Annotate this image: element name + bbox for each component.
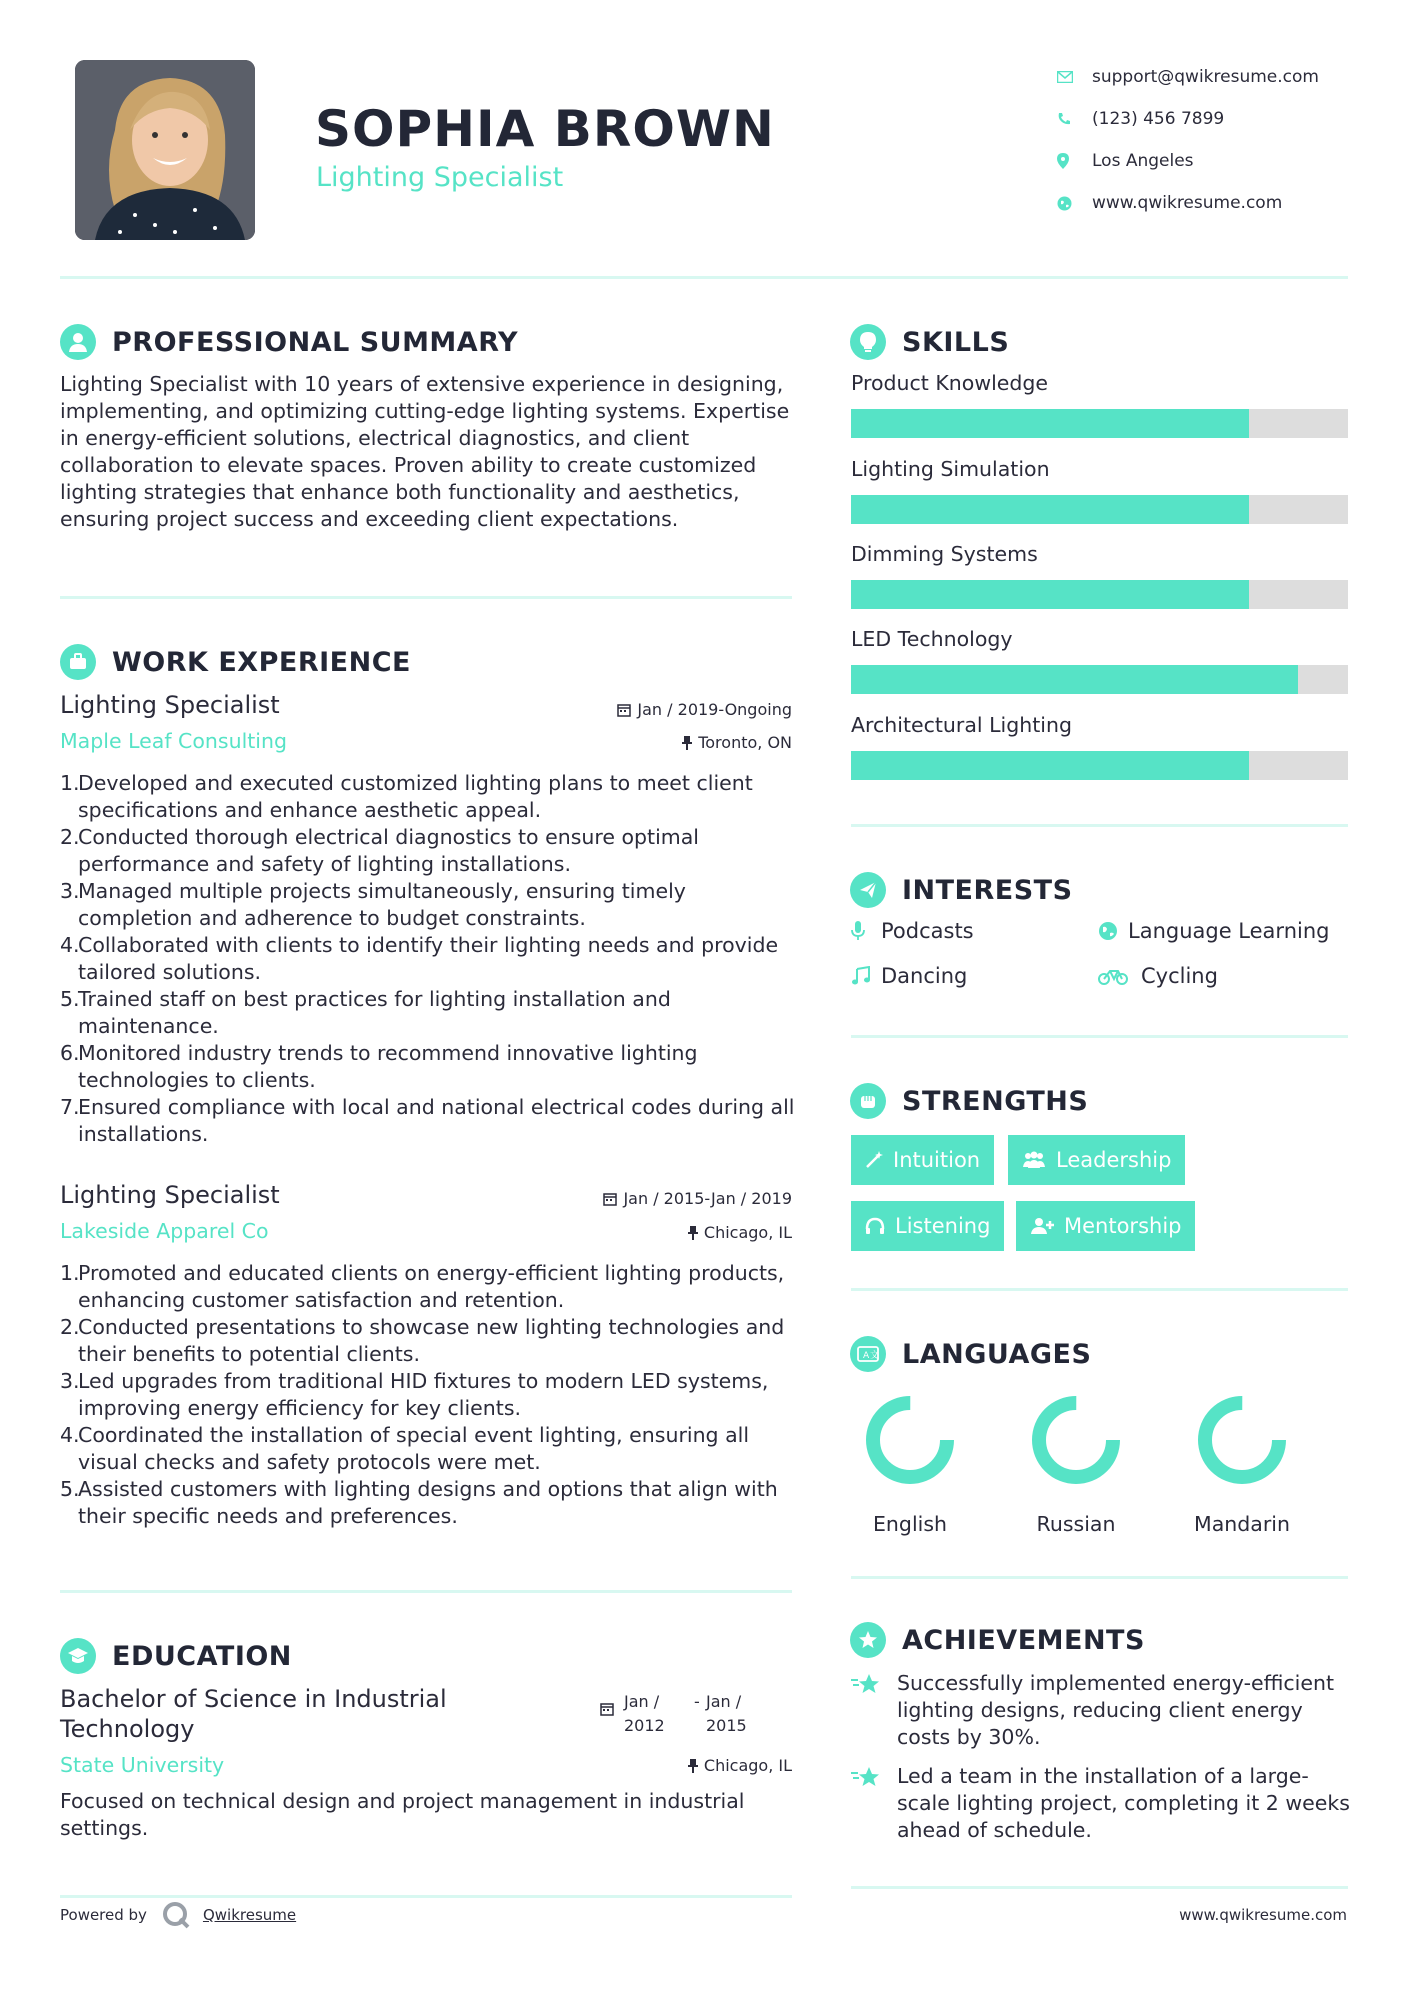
interest-label: Dancing [881,964,968,988]
list-item: 3. Managed multiple projects simultaneously, ensuring timely completion and adherence to budget constraints. [60,879,686,930]
strengths-title: STRENGTHS [902,1085,1089,1117]
summary-header [60,324,518,360]
list-item: 4. Coordinated the installation of special event lighting, ensuring all visual checks and safety protocols were met. [60,1423,750,1474]
contact-list [1057,56,1319,224]
language-name: English [872,1512,948,1536]
strength-badge-mentorship [1016,1201,1195,1251]
summary-title: PROFESSIONAL SUMMARY [112,326,519,358]
strength-label: Mentorship [1064,1214,1182,1238]
achievements-divider [851,1886,1348,1889]
strength-label: Intuition [893,1148,981,1172]
job-2-responsibilities [60,1260,795,1530]
achievements-title: ACHIEVEMENTS [902,1624,1145,1656]
job-2-date [480,1189,792,1208]
list-item: 4. Collaborated with clients to identify their lighting needs and provide tailored solutions. [60,933,779,984]
interest-podcasts [851,919,974,943]
contact-website[interactable] [1057,182,1319,224]
summary-text: Lighting Specialist with 10 years of extensive experience in designing, implementing, and optimizing cutting-edge lighting systems. Expertise in energy-efficient solutions, electrical diagnostics, and client collaboration to elevate spaces. Proven ability to create customized lighting strategies that enhance both functionality and aesthetics, ensuring project success and exceeding client expectations. [60,372,790,531]
skill-bar-track [851,665,1348,694]
list-item: 5. Assisted customers with lighting designs and options that align with their specific needs and preferences. [60,1477,778,1528]
skill-name: Lighting Simulation [851,457,1050,481]
contact-email[interactable] [1057,56,1319,98]
interests-title: INTERESTS [902,874,1073,906]
language-gauge-arc [873,1403,947,1477]
pin-icon [688,1759,698,1773]
job-2-location [480,1223,792,1242]
achievements-header [850,1622,1145,1658]
language-gauge [1026,1390,1126,1490]
list-item: 6. Monitored industry trends to recommend innovative lighting technologies to clients. [60,1041,698,1092]
calendar-icon [617,703,631,717]
skill-name: LED Technology [851,627,1013,651]
interest-dancing [851,964,967,988]
list-item: 2. Conducted thorough electrical diagnostics to ensure optimal performance and safety of lighting installations. [60,825,700,876]
qwikresume-link[interactable]: Qwikresume [202,1906,297,1924]
education-school: State University [60,1753,225,1777]
globe-icon [1098,921,1128,941]
language-item-russian [1006,1390,1146,1536]
skill-bar-fill [851,580,1249,609]
contact-phone[interactable] [1057,98,1319,140]
magic-wand-icon [865,1151,883,1169]
language-gauge [1192,1390,1292,1490]
interests-divider [851,1035,1348,1038]
list-item: 2. Conducted presentations to showcase new lighting technologies and their benefits to potential clients. [60,1315,785,1366]
music-note-icon [851,966,881,986]
svg-text:A: A [863,1351,870,1361]
header-divider [60,276,1348,279]
user-plus-icon [1030,1217,1054,1235]
skill-bar-fill [851,495,1249,524]
interest-label: Cycling [1141,964,1218,988]
interest-language-learning [1098,919,1329,943]
job-1-title: Lighting Specialist [60,691,280,719]
bicycle-icon [1098,967,1141,985]
skill-name: Product Knowledge [851,371,1049,395]
languages-divider [851,1576,1348,1579]
job-2-title: Lighting Specialist [60,1181,280,1209]
paper-plane-icon [850,872,886,908]
language-name: Russian [1036,1512,1116,1536]
interest-label: Podcasts [881,919,974,943]
skill-bar-fill [851,751,1249,780]
skill-bar-track [851,495,1348,524]
skill-name: Dimming Systems [851,542,1038,566]
achievement-item [851,1670,1351,1751]
footer-powered-by [60,1900,296,1930]
strength-badge-listening [851,1201,1004,1251]
star-icon [851,1670,897,1751]
language-item-english [840,1390,980,1536]
contact-location [1057,140,1319,182]
language-gauge [860,1390,960,1490]
strengths-header [850,1083,1088,1119]
education-header [60,1638,292,1674]
phone-icon [1057,109,1092,129]
microphone-icon [851,921,881,941]
language-gauge-arc [1039,1403,1113,1477]
contact-website-text: www.qwikresume.com [1092,193,1283,213]
interest-cycling [1098,964,1218,988]
education-start-month: Jan / [624,1692,660,1711]
envelope-icon [1057,67,1092,87]
footer-website[interactable]: www.qwikresume.com [1179,1906,1347,1924]
powered-by-label: Powered by [60,1906,147,1924]
svg-text:文: 文 [870,1351,879,1361]
skills-divider [851,824,1348,827]
strength-label: Listening [895,1214,991,1238]
headphones-icon [865,1217,885,1235]
interest-label: Language Learning [1128,919,1330,943]
job-2-date-text: Jan / 2015-Jan / 2019 [623,1189,792,1208]
languages-title: LANGUAGES [902,1338,1092,1370]
education-text: Focused on technical design and project management in industrial settings. [60,1789,745,1840]
list-item: 1. Promoted and educated clients on energy-efficient lighting products, enhancing customer satisfaction and retention. [60,1261,785,1312]
job-1-responsibilities [60,770,795,1148]
skill-bar-track [851,751,1348,780]
languages-header [850,1336,1091,1372]
skill-bar-track [851,409,1348,438]
list-item: 3. Led upgrades from traditional HID fixtures to modern LED systems, improving energy efficiency for key clients. [60,1369,769,1420]
globe-icon [1057,193,1092,213]
contact-location-text: Los Angeles [1092,151,1194,171]
strengths-divider [851,1288,1348,1291]
job-1-date [480,700,792,719]
skill-bar-fill [851,665,1298,694]
summary-divider [60,596,792,599]
language-icon [850,1336,886,1372]
language-gauge-arc [1205,1403,1279,1477]
job-2-location-text: Chicago, IL [703,1223,792,1242]
education-title: EDUCATION [112,1640,292,1672]
star-badge-icon [850,1622,886,1658]
job-1-location-text: Toronto, ON [698,733,792,752]
skill-bar-fill [851,409,1249,438]
education-divider [60,1895,792,1898]
map-pin-icon [1057,151,1092,171]
contact-phone-text: (123) 456 7899 [1092,109,1225,129]
achievement-item [851,1763,1351,1844]
job-1-location [480,733,792,752]
education-location-text: Chicago, IL [703,1756,792,1775]
contact-email-text: support@qwikresume.com [1092,67,1319,87]
experience-header [60,644,411,680]
education-start-year: 2012 [624,1716,665,1735]
language-item-mandarin [1172,1390,1312,1536]
user-icon [60,324,96,360]
list-item: 1. Developed and executed customized lighting plans to meet client specifications and enhance aesthetic appeal. [60,771,753,822]
skills-header [850,324,1009,360]
lightbulb-icon [850,324,886,360]
education-degree: Bachelor of Science in Industrial Technology [60,1685,447,1743]
candidate-role: Lighting Specialist [316,162,564,193]
experience-title: WORK EXPERIENCE [112,646,411,678]
fist-icon [850,1083,886,1119]
job-2-company: Lakeside Apparel Co [60,1219,269,1243]
education-location [480,1756,792,1775]
pin-icon [688,1226,698,1240]
achievement-text: Led a team in the installation of a large-scale lighting project, completing it 2 weeks ahead of schedule. [897,1764,1350,1842]
achievement-text: Successfully implemented energy-efficient lighting designs, reducing client energy costs by 30%. [897,1671,1335,1749]
strength-badge-intuition [851,1135,994,1185]
education-dates: Jan / 2012 - Jan / 2015 [600,1690,766,1738]
candidate-name: SOPHIA BROWN [315,100,775,158]
briefcase-icon [60,644,96,680]
education-end-year: 2015 [706,1716,747,1735]
list-item: 5. Trained staff on best practices for lighting installation and maintenance. [60,987,671,1038]
pin-icon [682,736,692,750]
job-1-company: Maple Leaf Consulting [60,729,288,753]
star-icon [851,1763,897,1844]
list-item: 7. Ensured compliance with local and national electrical codes during all installations. [60,1095,795,1146]
job-1-date-text: Jan / 2019-Ongoing [637,700,792,719]
experience-divider [60,1590,792,1593]
calendar-icon [603,1192,617,1206]
skill-bar-track [851,580,1348,609]
users-icon [1022,1151,1046,1169]
skills-title: SKILLS [902,326,1010,358]
skill-name: Architectural Lighting [851,713,1072,737]
profile-photo [75,60,255,240]
strength-badge-leadership [1008,1135,1185,1185]
calendar-icon [600,1690,614,1716]
language-name: Mandarin [1194,1512,1290,1536]
interests-header [850,872,1073,908]
strength-label: Leadership [1056,1148,1172,1172]
qwikresume-logo-icon [161,1900,191,1930]
graduation-cap-icon [60,1638,96,1674]
education-end-month: Jan / [706,1692,742,1711]
